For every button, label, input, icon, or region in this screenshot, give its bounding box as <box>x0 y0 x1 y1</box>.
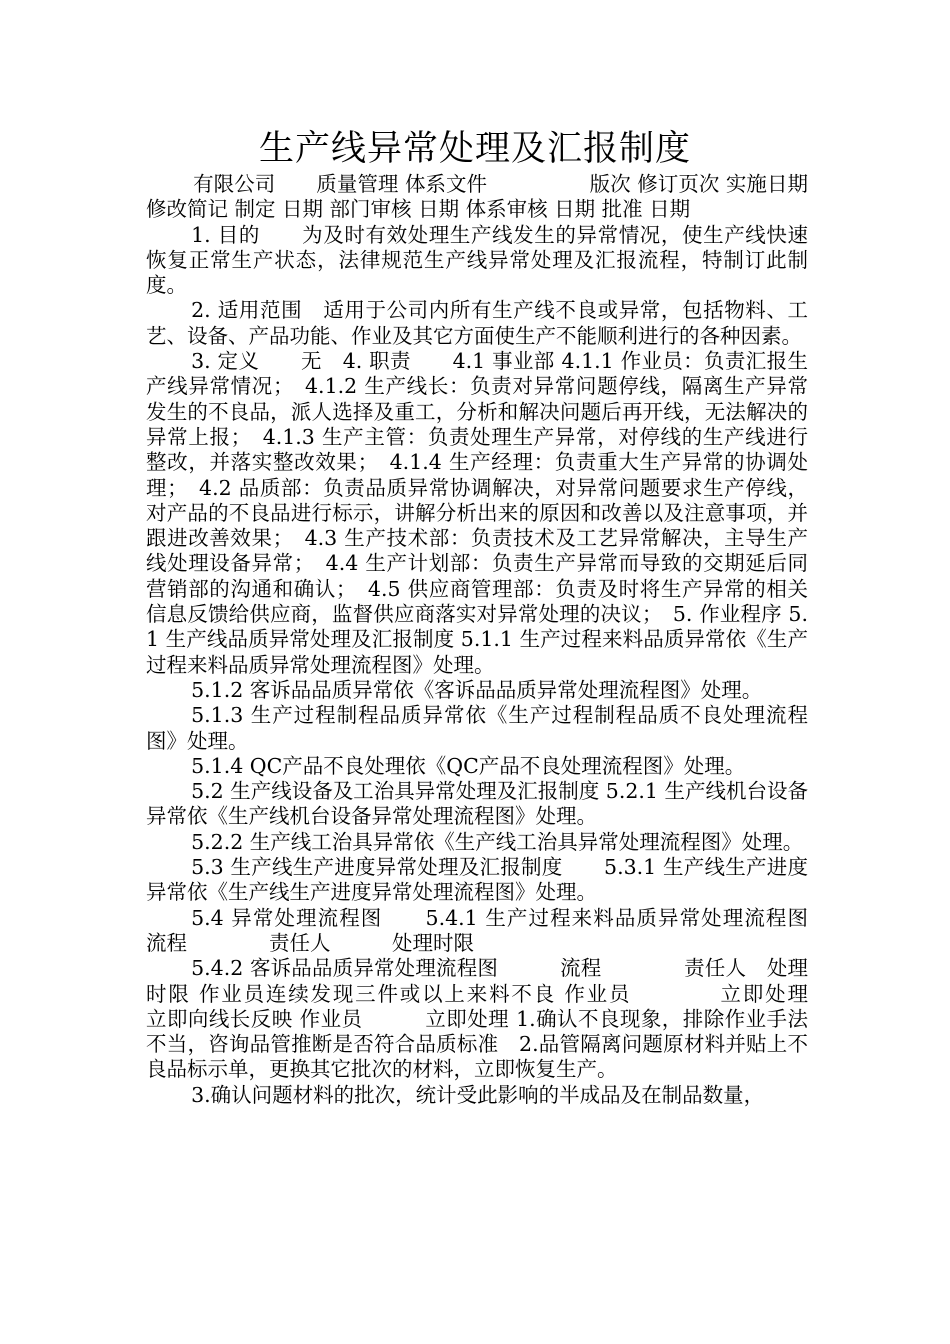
section-5-3-paragraph: 5.3 生产线生产进度异常处理及汇报制度 5.3.1 生产线生产进度异常依《生产线生产进度异常处理流程图》处理。 <box>146 855 808 905</box>
section-5-2-paragraph: 5.2 生产线设备及工治具异常处理及汇报制度 5.2.1 生产线机台设备异常依《生产线机台设备异常处理流程图》处理。 <box>146 779 808 829</box>
section-5-1-4-paragraph: 5.1.4 QC产品不良处理依《QC产品不良处理流程图》处理。 <box>191 753 746 778</box>
responsibilities-paragraph: 3. 定义 无 4. 职责 4.1 事业部 4.1.1 作业员：负责汇报生产线异常情况； 4.1.2 生产线长：负责对异常问题停线，隔离生产异常发生的不良品，派人选择及重工，分析和解决问题后再开线，无法解决的异常上报； 4.1.3 生产主管：负责处理生产异常，对停线的生产线进行整改，并落实整改效果； 4.1.4 生产经理：负责重大生产异常的协调处理； 4.2 品质部：负责品质异常协调解决，对异常问题要求生产停线，对产品的不良品进行标示，讲解分析出来的原因和改善以及注意事项，并跟进改善效果； 4.3 生产技术部：负责技术及工艺异常解决，主导生产线处理设备异常； 4.4 生产计划部：负责生产异常而导致的交期延后同营销部的沟通和确认； 4.5 供应商管理部：负责及时将生产异常的相关信息反馈给供应商，监督供应商落实对异常处理的决议； 5. 作业程序 5.1 生产线品质异常处理及汇报制度 5.1.1 生产过程来料品质异常依《生产过程来料品质异常处理流程图》处理。 <box>146 349 808 677</box>
section-5-4-2-paragraph: 5.4.2 客诉品品质异常处理流程图 流程 责任人 处理时限 作业员连续发现三件或以上来料不良 作业员 立即处理 立即向线长反映 作业员 立即处理 1.确认不良现象，排除作业手法不当，咨询品管推断是否符合品质标准 2.品管隔离问题原材料并贴上不良品标示单，更换其它批次的材料，立即恢复生产。 <box>146 956 870 1082</box>
scope-paragraph: 2. 适用范围 适用于公司内所有生产线不良或异常，包括物料、工艺、设备、产品功能、作业及其它方面使生产不能顺利进行的各种因素。 <box>146 298 808 348</box>
document-body <box>146 172 870 1108</box>
header-metadata-paragraph: 有限公司 质量管理 体系文件 版次 修订页次 实施日期 修改简记 制定 日期 部门审核 日期 体系审核 日期 批准 日期 <box>146 172 808 222</box>
section-5-1-3-paragraph: 5.1.3 生产过程制程品质异常依《生产过程制程品质不良处理流程图》处理。 <box>146 703 808 753</box>
document-title: 生产线异常处理及汇报制度 <box>258 129 691 169</box>
section-5-1-2-paragraph: 5.1.2 客诉品品质异常依《客诉品品质异常处理流程图》处理。 <box>191 677 763 702</box>
step-3-paragraph: 3.确认问题材料的批次，统计受此影响的半成品及在制品数量， <box>191 1082 765 1107</box>
purpose-paragraph: 1. 目的 为及时有效处理生产线发生的异常情况，使生产线快速恢复正常生产状态，法律规范生产线异常处理及汇报流程，特制订此制度。 <box>146 222 808 298</box>
section-5-4-paragraph: 5.4 异常处理流程图 5.4.1 生产过程来料品质异常处理流程图 流程 责任人 处理时限 <box>146 905 849 955</box>
section-5-2-2-paragraph: 5.2.2 生产线工治具异常依《生产线工治具异常处理流程图》处理。 <box>191 829 804 854</box>
